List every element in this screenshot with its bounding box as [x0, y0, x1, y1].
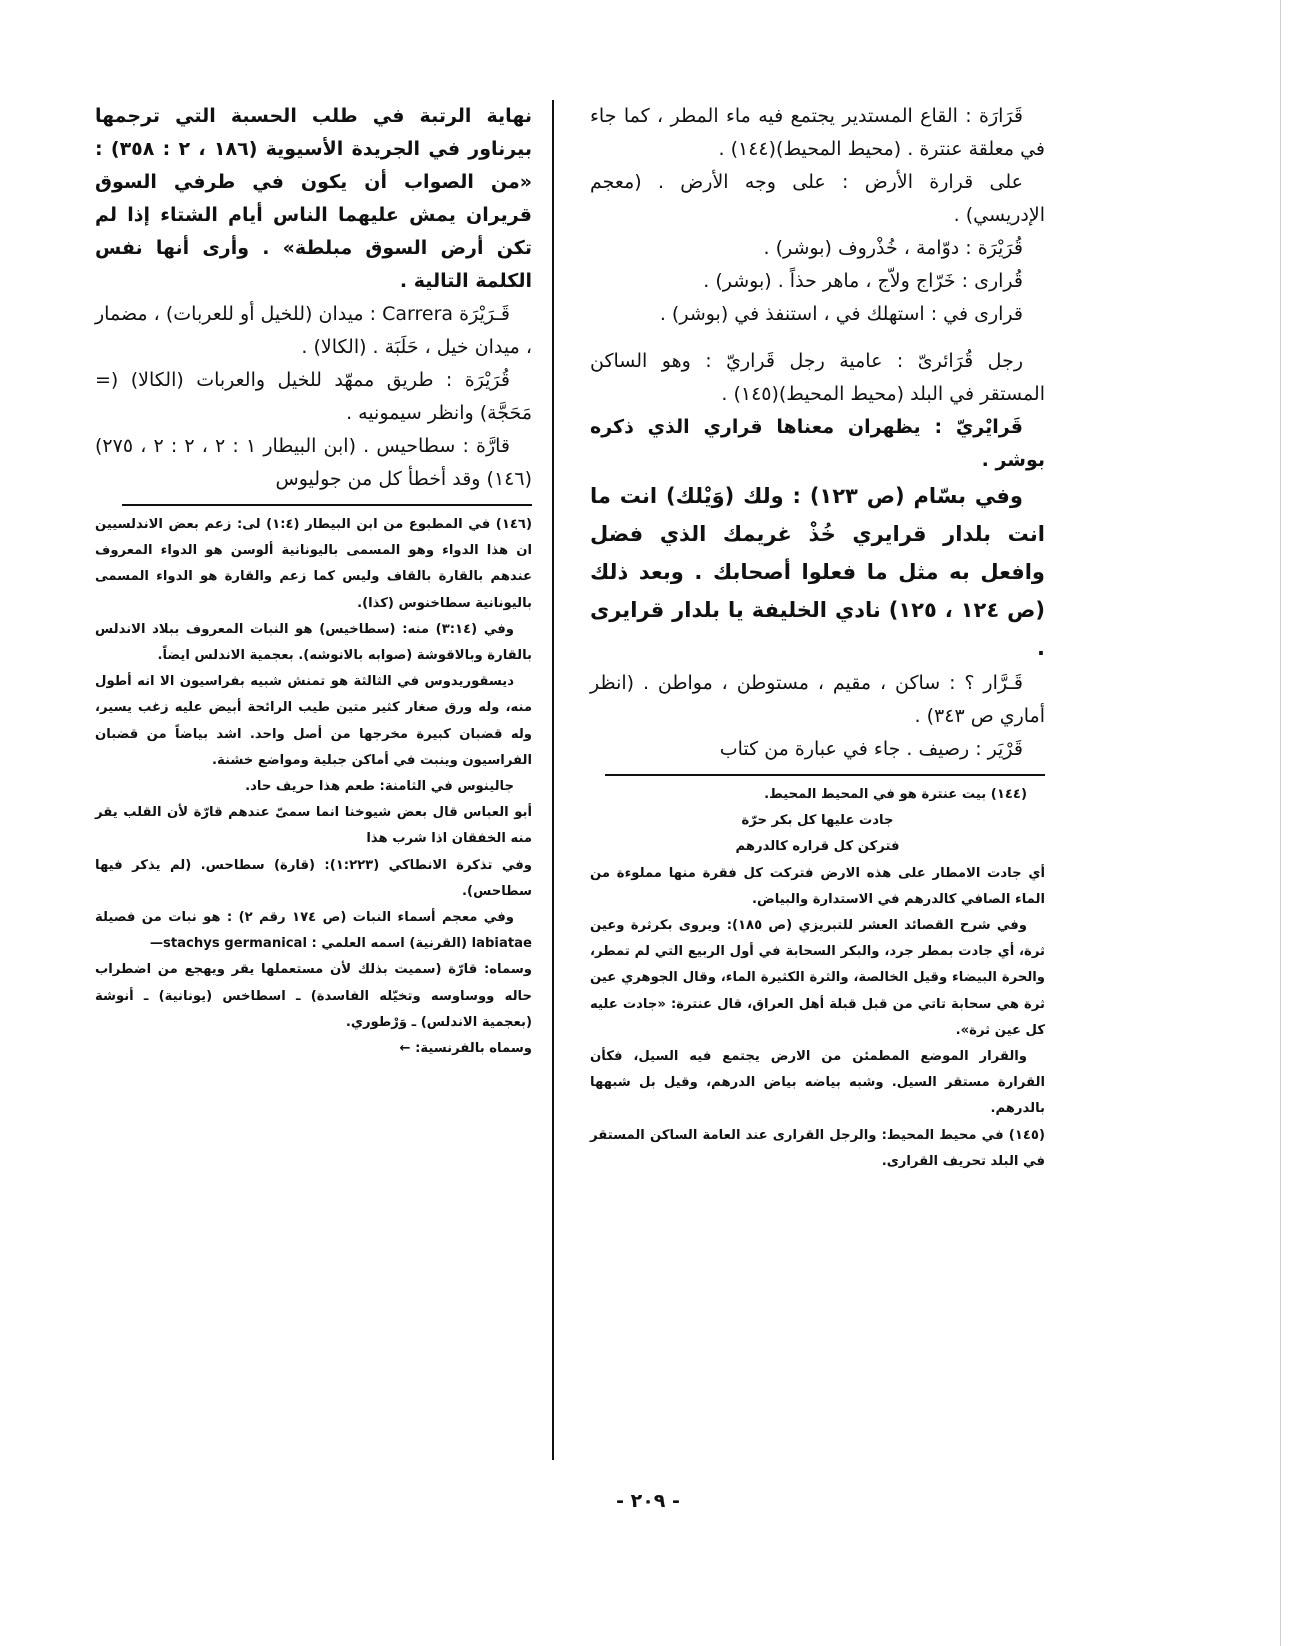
footnote-146-plant-names: وفي معجم أسماء النبات (ص ١٧٤ رقم ٢) : هو نبات من فصيلة labiatae (القرنية) اسمه العلمي : stachys germanical— [95, 910, 532, 952]
footnote-146-antaki: وفي تذكرة الانطاكي (١:٢٢٣): (قارة) سطاحس. (لم يذكر فيها سطاحس). [95, 857, 532, 899]
right-column-footnotes [590, 782, 1045, 1175]
page-number: - ٢٠٩ - [616, 1490, 680, 1512]
right-column-main-text [590, 100, 1045, 766]
entry-qarrar: قَـرَّار ؟ : ساكن ، مقيم ، مستوطن ، مواطن . (انظر أماري ص ٣٤٣) . [590, 672, 1045, 727]
footnote-146: (١٤٦) في المطبوع من ابن البيطار (١:٤) لى: زعم بعض الاندلسيين ان هذا الدواء وهو المسمى باليونانية ألوسن هو الدواء المعروف عندهم بالقارة بالقاف وليس كما زعم والقارة هو الدواء المسمى باليونانية سطاخنوس (كذا). [95, 517, 532, 611]
right-column [590, 100, 1045, 1175]
entry-qaryar: قَرْيَر : رصيف . جاء في عبارة من كتاب [719, 738, 1023, 760]
left-column-main-text [95, 100, 532, 496]
footnote-144: (١٤٤) بيت عنترة هو في المحيط المحيط. [764, 787, 1027, 802]
entry-qarara-ard: على قرارة الأرض : على وجه الأرض . (معجم الإدريسي) . [590, 171, 1045, 226]
entry-qarra: قارَّة : سطاحيس . (ابن البيطار ١ : ٢ ، ٢ : ٢ ، ٢٧٥)(١٤٦) وقد أخطأ كل من جوليوس [95, 435, 532, 490]
footnote-144-verse-1: جادت عليها كل بكر حرّة [741, 813, 894, 829]
footnote-144-explanation: أي جادت الامطار على هذه الارض فتركت كل فقرة منها مملوءة من الماء الصافي كالدرهم في الاستدارة والبياض. [590, 865, 1045, 907]
entry-qurayra-road: قُرَيْرَة : طريق ممهّد للخيل والعربات (الكالا) (= مَحَجَّة) وانظر سيمونيه . [95, 369, 532, 424]
footnote-144-qarar: والقرار الموضع المطمئن من الارض يجتمع فيه السيل، فكأن القرارة مستقر السيل. وشبه بياضه بياض الدرهم، وقيل بل شبهها بالدرهم. [590, 1049, 1045, 1117]
entry-qarayriyy: قَرايْريّ : يظهران معناها قراري الذي ذكره بوشر . [590, 416, 1045, 471]
left-footnote-rule [122, 504, 532, 506]
entry-qarayra-carrera: قَـرَيْرَة Carrera : ميدان (للخيل أو للعربات) ، مضمار ، ميدان خيل ، حَلَبَة . (الكالا) . [95, 303, 532, 358]
entry-qurari-fi: قرارى في : استهلك في ، استنفذ في (بوشر) . [659, 303, 1023, 325]
footnote-145: (١٤٥) في محيط المحيط: والرجل القرارى عند العامة الساكن المستقر في البلد تحريف القرارى. [590, 1127, 1045, 1169]
column-divider [552, 100, 554, 1460]
footnote-146-galen: جالينوس في الثامنة: طعم هذا حريف حاد. [245, 779, 514, 795]
footnote-144-verse-2: فتركن كل قراره كالدرهم [735, 839, 900, 855]
footnote-146-french: وسماه بالفرنسية: ← [399, 1041, 532, 1057]
entry-qaraiiri: رجل قُرَائرىّ : عامية رجل قَراريّ : وهو الساكن المستقر في البلد (محيط المحيط)(١٤٥) . [590, 350, 1045, 405]
right-footnote-rule [605, 774, 1045, 776]
footnote-146-dioscorides: ديسقوريدوس في الثالثة هو تمنش شبيه بفراسيون الا انه أطول منه، وله ورق صغار كثير متين طيب الرائحة أبيض عليه زغب يسير، وله قضبان كبيرة مخرجها من أصل واحد. اشد بياضاً من قضبان الفراسيون وينبت في أماكن جبلية ومواضع خشنة. [95, 674, 532, 768]
footnote-144-tabrizi: وفي شرح القصائد العشر للتبريزي (ص ١٨٥): ويروى بكرثرة وعين ثرة، أي جادت بمطر جرد، والبكر السحابة في أول الربيع التي لم تمطر، والحرة البيضاء وقيل الخالصة، والثرة الكثيرة الماء، وقال الجوهري عين ثرة هي سحابة تاتي من قبل قبلة أهل العراق، قال عنترة: «جادت عليه كل عين ثرة». [590, 918, 1045, 1038]
entry-hisba-continuation: نهاية الرتبة في طلب الحسبة التي ترجمها بيرناور في الجريدة الأسيوية (١٨٦ ، ٢ : ٣٥٨) : «من الصواب أن يكون في طرفي السوق قريران يمش عليهما الناس أيام الشتاء إذا لم تكن أرض السوق مبلطة» . وأرى أنها نفس الكلمة التالية . [95, 105, 533, 292]
left-column-footnotes [95, 512, 532, 1062]
entry-qarara: قَرَارَة : القاع المستدير يجتمع فيه ماء المطر ، كما جاء في معلقة عنترة . (محيط المحيط)(١٤٤) . [590, 105, 1045, 160]
footnote-146-names: وسماه: قارّة (سميت بذلك لأن مستعملها يقر ويهجع من اضطراب حاله ووساوسه وتخيّله الفاسدة) ـ اسطاخس (يونانية) ـ أنوشة (بعجمية الاندلس) ـ وَرْطوري. [95, 962, 532, 1030]
footnote-146-abu-abbas: أبو العباس قال بعض شيوخنا انما سمىّ عندهم قارّة لأن القلب يقر منه الخفقان اذا شرب هذا [95, 805, 532, 847]
entry-qurari: قُرارى : خَرّاج ولاّج ، ماهر حذاً . (بوشر) . [703, 270, 1023, 292]
entry-bassam-quote: وفي بسّام (ص ١٢٣) : ولك (وَيْلك) انت ما انت بلدار قرايري خُذْ غريمك الذي فضل وافعل به مثل ما فعلوا أصحابك . وبعد ذلك (ص ١٢٤ ، ١٢٥) نادي الخليفة يا بلدار قرايرى . [590, 484, 1045, 660]
footnote-146-sataxis: وفي (٣:١٤) منه: (سطاخيس) هو النبات المعروف ببلاد الاندلس بالقارة وبالاقوشة (صوابه بالانوشه). بعجمية الاندلس ايضاً. [95, 621, 532, 664]
entry-qurayra: قُرَيْرَة : دوّامة ، خُذْروف (بوشر) . [763, 237, 1023, 259]
scan-edge-line [1280, 0, 1281, 1646]
left-column [95, 100, 532, 1062]
